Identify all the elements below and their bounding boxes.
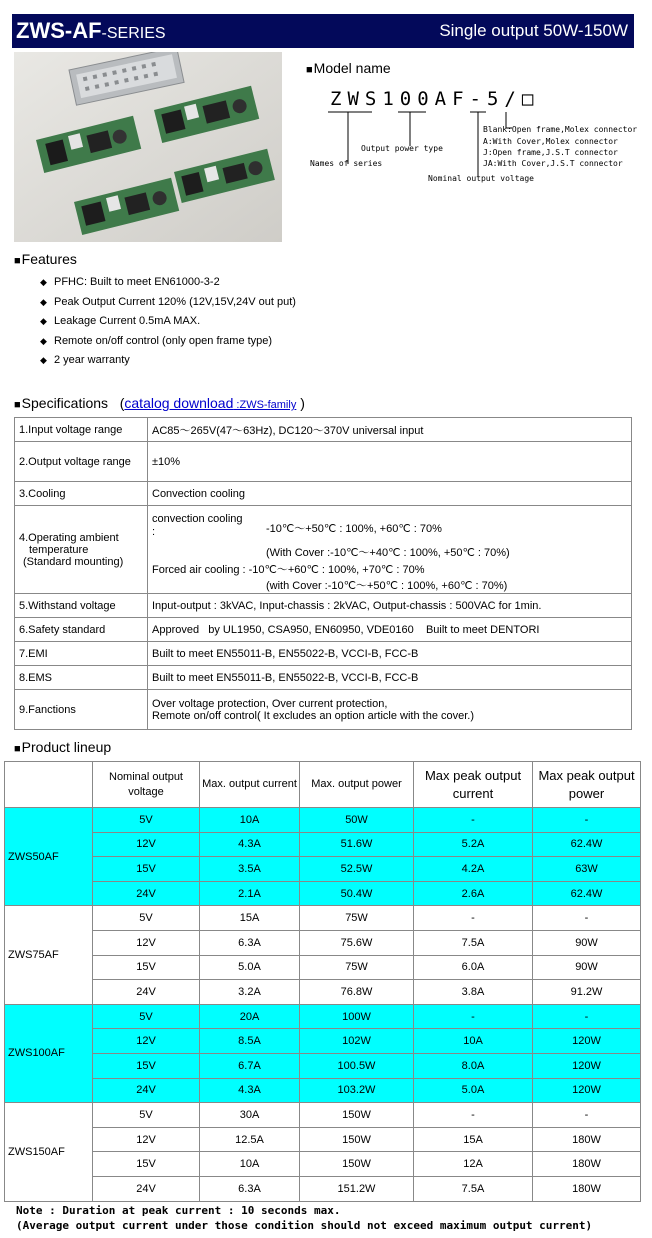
lineup-row xyxy=(5,1103,641,1128)
lineup-header-row xyxy=(5,762,641,808)
feature-item: ◆ PFHC: Built to meet EN61000-3-2 xyxy=(40,276,220,288)
product-lineup-heading: ■Product lineup xyxy=(14,739,112,755)
lineup-cell: 3.5A xyxy=(200,857,300,882)
lineup-cell: 90W xyxy=(533,955,641,980)
model-name-heading: ■Model name xyxy=(306,60,391,76)
lineup-cell: 151.2W xyxy=(300,1176,414,1201)
lineup-cell: 120W xyxy=(533,1078,641,1103)
column-header: Nominal output voltage xyxy=(93,762,200,808)
spec-key: 1.Input voltage range xyxy=(15,418,148,442)
lineup-cell: 150W xyxy=(300,1103,414,1128)
lineup-cell: 12A xyxy=(414,1152,533,1177)
lineup-cell: 12V xyxy=(93,832,200,857)
lineup-row xyxy=(5,1078,641,1103)
feature-item: ◆ 2 year warranty xyxy=(40,354,130,366)
model-name-diagram xyxy=(300,88,640,198)
lineup-cell: 12V xyxy=(93,1029,200,1054)
diamond-bullet-icon: ◆ xyxy=(40,335,47,346)
lineup-cell: - xyxy=(414,906,533,931)
lineup-cell: 15V xyxy=(93,1053,200,1078)
lineup-cell: - xyxy=(533,1103,641,1128)
lineup-cell: 100W xyxy=(300,1004,414,1029)
lineup-cell: 20A xyxy=(200,1004,300,1029)
column-header: Max peak output power xyxy=(533,762,641,808)
lineup-row xyxy=(5,1152,641,1177)
lineup-cell: 15V xyxy=(93,857,200,882)
lineup-cell: 24V xyxy=(93,1176,200,1201)
lineup-cell: - xyxy=(414,808,533,833)
model-name-cell: ZWS150AF xyxy=(5,1103,93,1201)
lineup-cell: 6.3A xyxy=(200,930,300,955)
lineup-cell: 50W xyxy=(300,808,414,833)
lineup-cell: 3.2A xyxy=(200,980,300,1005)
label-option-2: J:Open frame,J.S.T connector xyxy=(483,148,618,157)
lineup-cell: 24V xyxy=(93,881,200,906)
spec-value: AC85～265V(47～63Hz), DC120～370V universal input xyxy=(148,418,632,442)
lineup-cell: - xyxy=(533,906,641,931)
lineup-cell: 8.5A xyxy=(200,1029,300,1054)
spec-value: Approved by UL1950, CSA950, EN60950, VDE0160 Built to meet DENTORI xyxy=(148,618,632,642)
lineup-cell: 5V xyxy=(93,1004,200,1029)
footnote-line: Note : Duration at peak current : 10 seconds max. xyxy=(16,1204,341,1217)
lineup-cell: 12V xyxy=(93,930,200,955)
series-name: ZWS-AF xyxy=(16,18,102,43)
lineup-cell: 10A xyxy=(200,808,300,833)
diamond-bullet-icon: ◆ xyxy=(40,316,47,326)
lineup-body xyxy=(5,808,641,1202)
lineup-cell: 120W xyxy=(533,1029,641,1054)
lineup-row xyxy=(5,1029,641,1054)
label-option-3: JA:With Cover,J.S.T connector xyxy=(483,159,623,168)
label-output-power-type: Output power type xyxy=(361,144,443,153)
lineup-cell: 7.5A xyxy=(414,1176,533,1201)
spec-row xyxy=(15,642,632,666)
lineup-cell: 15V xyxy=(93,1152,200,1177)
lineup-cell: 5V xyxy=(93,1103,200,1128)
spec-value: Built to meet EN55011-B, EN55022-B, VCCI-B, FCC-B xyxy=(148,666,632,690)
lineup-cell: - xyxy=(533,1004,641,1029)
spec-row xyxy=(15,442,632,482)
spec-row xyxy=(15,506,632,594)
spec-row xyxy=(15,618,632,642)
lineup-cell: 5V xyxy=(93,808,200,833)
lineup-cell: 24V xyxy=(93,980,200,1005)
lineup-row xyxy=(5,906,641,931)
spec-value: Over voltage protection, Over current protection, Remote on/off control( It excludes an option article with the cover.) xyxy=(148,690,632,730)
product-lineup-table xyxy=(4,761,641,1202)
lineup-cell: 15A xyxy=(200,906,300,931)
lineup-cell: 6.7A xyxy=(200,1053,300,1078)
lineup-cell: 5.2A xyxy=(414,832,533,857)
feature-item: ◆ Peak Output Current 120% (12V,15V,24V out put) xyxy=(40,295,296,308)
lineup-cell: 100.5W xyxy=(300,1053,414,1078)
lineup-cell: 63W xyxy=(533,857,641,882)
spec-value: Convection cooling xyxy=(148,482,632,506)
model-name-cell: ZWS75AF xyxy=(5,906,93,1004)
lineup-row xyxy=(5,1053,641,1078)
lineup-cell: 4.2A xyxy=(414,857,533,882)
diamond-bullet-icon: ◆ xyxy=(40,277,47,287)
catalog-download-link[interactable]: catalog download :ZWS-family xyxy=(124,395,297,411)
spec-row xyxy=(15,594,632,618)
lineup-cell: 6.3A xyxy=(200,1176,300,1201)
product-photo xyxy=(14,52,282,242)
lineup-cell: 90W xyxy=(533,930,641,955)
series-header-bar xyxy=(12,14,634,48)
spec-value: Input-output : 3kVAC, Input-chassis : 2kVAC, Output-chassis : 500VAC for 1min. xyxy=(148,594,632,618)
lineup-cell: 76.8W xyxy=(300,980,414,1005)
lineup-row xyxy=(5,1176,641,1201)
lineup-cell: 91.2W xyxy=(533,980,641,1005)
lineup-cell: 75W xyxy=(300,906,414,931)
label-option-1: A:With Cover,Molex connector xyxy=(483,137,618,146)
lineup-cell: 5.0A xyxy=(200,955,300,980)
diamond-bullet-icon: ◆ xyxy=(40,355,47,365)
spec-value: Built to meet EN55011-B, EN55022-B, VCCI-B, FCC-B xyxy=(148,642,632,666)
lineup-cell: 30A xyxy=(200,1103,300,1128)
lineup-cell: 180W xyxy=(533,1127,641,1152)
lineup-cell: 150W xyxy=(300,1152,414,1177)
lineup-cell: 180W xyxy=(533,1176,641,1201)
lineup-cell: 12V xyxy=(93,1127,200,1152)
spec-key: 7.EMI xyxy=(15,642,148,666)
lineup-cell: 75.6W xyxy=(300,930,414,955)
label-nominal-output-voltage: Nominal output voltage xyxy=(428,174,534,183)
lineup-cell: 150W xyxy=(300,1127,414,1152)
footnote xyxy=(16,1203,592,1233)
lineup-cell: 120W xyxy=(533,1053,641,1078)
lineup-row xyxy=(5,980,641,1005)
model-name-cell: ZWS100AF xyxy=(5,1004,93,1102)
lineup-cell: 180W xyxy=(533,1152,641,1177)
lineup-row xyxy=(5,832,641,857)
features-heading: ■Features xyxy=(14,251,77,267)
spec-key: 6.Safety standard xyxy=(15,618,148,642)
lineup-cell: 4.3A xyxy=(200,832,300,857)
lineup-row xyxy=(5,955,641,980)
label-names-of-series: Names of series xyxy=(310,159,383,168)
lineup-cell: 51.6W xyxy=(300,832,414,857)
lineup-cell: 52.5W xyxy=(300,857,414,882)
model-column-header xyxy=(5,762,93,808)
output-range: Single output 50W-150W xyxy=(439,21,628,40)
diamond-bullet-icon: ◆ xyxy=(40,296,47,307)
series-title xyxy=(16,18,166,44)
features-list xyxy=(40,276,296,374)
lineup-row xyxy=(5,808,641,833)
lineup-cell: - xyxy=(414,1103,533,1128)
lineup-cell: 10A xyxy=(200,1152,300,1177)
specifications-heading: ■Specifications (catalog download :ZWS-family ) xyxy=(14,395,305,411)
column-header: Max peak output current xyxy=(414,762,533,808)
lineup-cell: 5.0A xyxy=(414,1078,533,1103)
lineup-row xyxy=(5,1004,641,1029)
spec-key: 3.Cooling xyxy=(15,482,148,506)
spec-value: ±10% xyxy=(148,442,632,482)
column-header: Max. output current xyxy=(200,762,300,808)
spec-row xyxy=(15,666,632,690)
lineup-cell: 4.3A xyxy=(200,1078,300,1103)
column-header: Max. output power xyxy=(300,762,414,808)
lineup-cell: 103.2W xyxy=(300,1078,414,1103)
lineup-cell: 15A xyxy=(414,1127,533,1152)
lineup-cell: 62.4W xyxy=(533,881,641,906)
lineup-cell: - xyxy=(414,1004,533,1029)
lineup-cell: 12.5A xyxy=(200,1127,300,1152)
model-code: ZWS100AF-5/□ xyxy=(330,88,540,110)
feature-item: ◆ Leakage Current 0.5mA MAX. xyxy=(40,315,201,327)
series-suffix: -SERIES xyxy=(101,25,166,42)
lineup-cell: 5V xyxy=(93,906,200,931)
lineup-cell: 8.0A xyxy=(414,1053,533,1078)
spec-row xyxy=(15,482,632,506)
lineup-cell: 2.6A xyxy=(414,881,533,906)
lineup-cell: 6.0A xyxy=(414,955,533,980)
model-name-cell: ZWS50AF xyxy=(5,808,93,906)
lineup-row xyxy=(5,881,641,906)
spec-key: 2.Output voltage range xyxy=(15,442,148,482)
spec-key: 8.EMS xyxy=(15,666,148,690)
lineup-row xyxy=(5,1127,641,1152)
lineup-cell: 2.1A xyxy=(200,881,300,906)
lineup-cell: 62.4W xyxy=(533,832,641,857)
lineup-cell: 102W xyxy=(300,1029,414,1054)
lineup-cell: - xyxy=(533,808,641,833)
spec-row xyxy=(15,418,632,442)
label-option-0: Blank:Open frame,Molex connector xyxy=(483,125,638,134)
footnote-line: (Average output current under those condition should not exceed maximum output current) xyxy=(16,1219,593,1232)
spec-key: 4.Operating ambient temperature (Standard mounting) xyxy=(15,506,148,594)
lineup-cell: 15V xyxy=(93,955,200,980)
lineup-row xyxy=(5,857,641,882)
lineup-cell: 7.5A xyxy=(414,930,533,955)
specifications-table xyxy=(14,417,632,730)
spec-key: 9.Fanctions xyxy=(15,690,148,730)
feature-item: ◆ Remote on/off control (only open frame type) xyxy=(40,334,273,347)
spec-row xyxy=(15,690,632,730)
spec-key: 5.Withstand voltage xyxy=(15,594,148,618)
lineup-cell: 75W xyxy=(300,955,414,980)
lineup-cell: 50.4W xyxy=(300,881,414,906)
lineup-cell: 3.8A xyxy=(414,980,533,1005)
lineup-cell: 10A xyxy=(414,1029,533,1054)
spec-value: convection cooling : -10℃～+50℃ : 100%, +60℃ : 70% (With Cover :-10℃～+40℃ : 100%, +50℃ : 70%) Forced air cooling : -10℃～+60℃ : 100%, +70℃ : 70% (with Cover :-10℃～+50℃ : 100%, +60℃ : 70%) xyxy=(148,506,632,594)
lineup-cell: 24V xyxy=(93,1078,200,1103)
lineup-row xyxy=(5,930,641,955)
